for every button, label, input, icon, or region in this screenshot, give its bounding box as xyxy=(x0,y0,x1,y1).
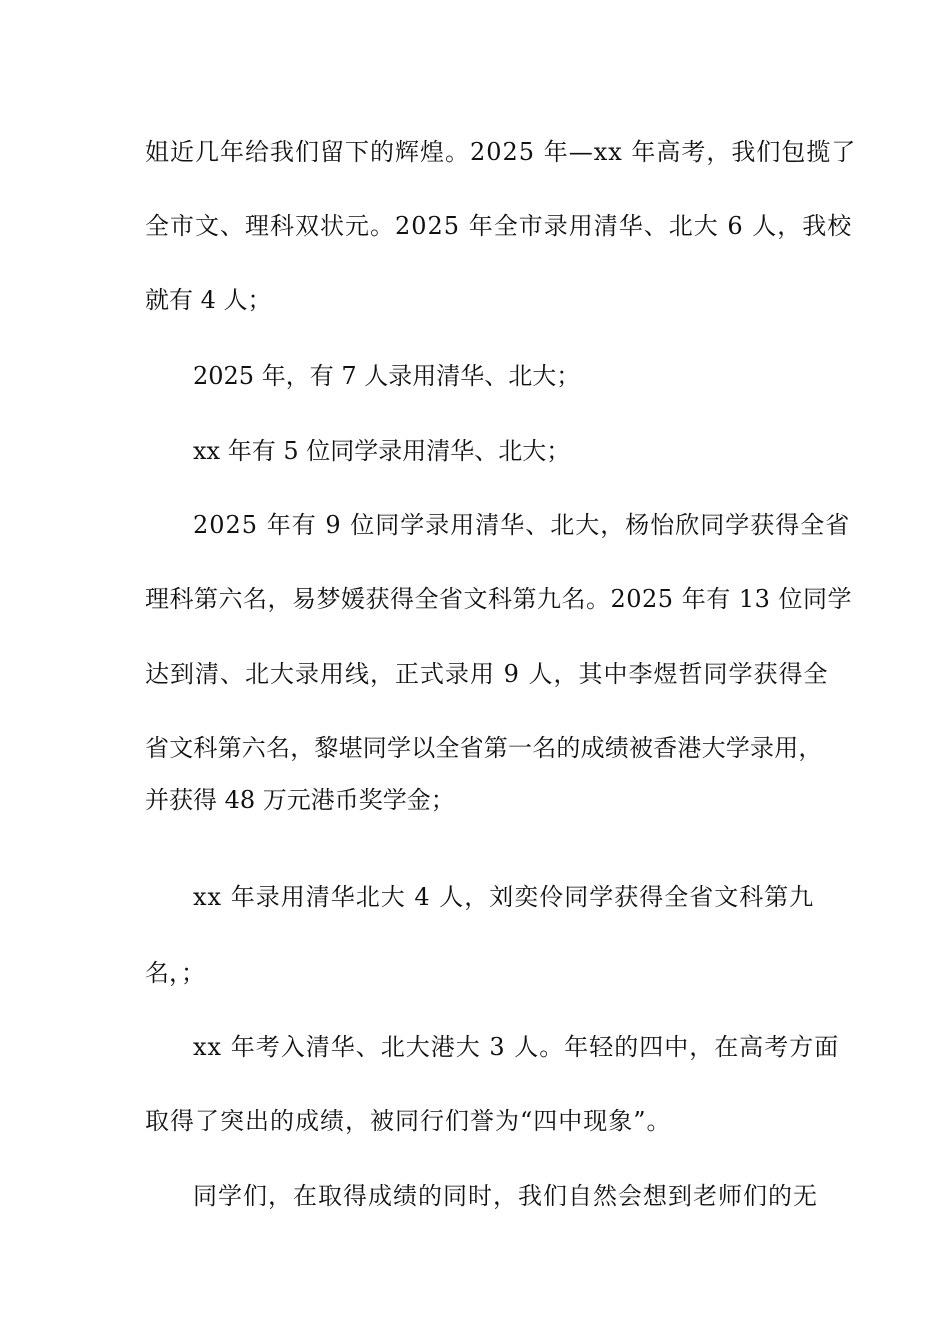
text-line: 全市文、理科双状元。2025 年全市录用清华、北大 6 人，我校 xyxy=(145,212,853,240)
text-line: xx 年录用清华北大 4 人，刘奕伶同学获得全省文科第九 xyxy=(193,883,815,911)
text-line: 省文科第六名，黎堪同学以全省第一名的成绩被香港大学录用， xyxy=(145,734,823,762)
text-line: 2025 年，有 7 人录用清华、北大； xyxy=(193,362,581,390)
text-line: 名，； xyxy=(145,959,205,987)
text-line: xx 年有 5 位同学录用清华、北大； xyxy=(193,437,571,465)
text-line: 取得了突出的成绩，被同行们誉为“四中现象”。 xyxy=(145,1107,672,1135)
text-line: 姐近几年给我们留下的辉煌。2025 年—xx 年高考，我们包揽了 xyxy=(145,138,857,166)
text-line: 就有 4 人； xyxy=(145,286,272,314)
text-line: 同学们，在取得成绩的同时，我们自然会想到老师们的无 xyxy=(193,1182,818,1210)
text-line: 并获得 48 万元港币奖学金； xyxy=(145,786,455,814)
text-line: 2025 年有 9 位同学录用清华、北大，杨怡欣同学获得全省 xyxy=(193,511,851,539)
text-line: 达到清、北大录用线，正式录用 9 人，其中李煜哲同学获得全 xyxy=(145,660,829,688)
text-line: xx 年考入清华、北大港大 3 人。年轻的四中，在高考方面 xyxy=(193,1033,840,1061)
text-line: 理科第六名，易梦媛获得全省文科第九名。2025 年有 13 位同学 xyxy=(145,585,853,613)
